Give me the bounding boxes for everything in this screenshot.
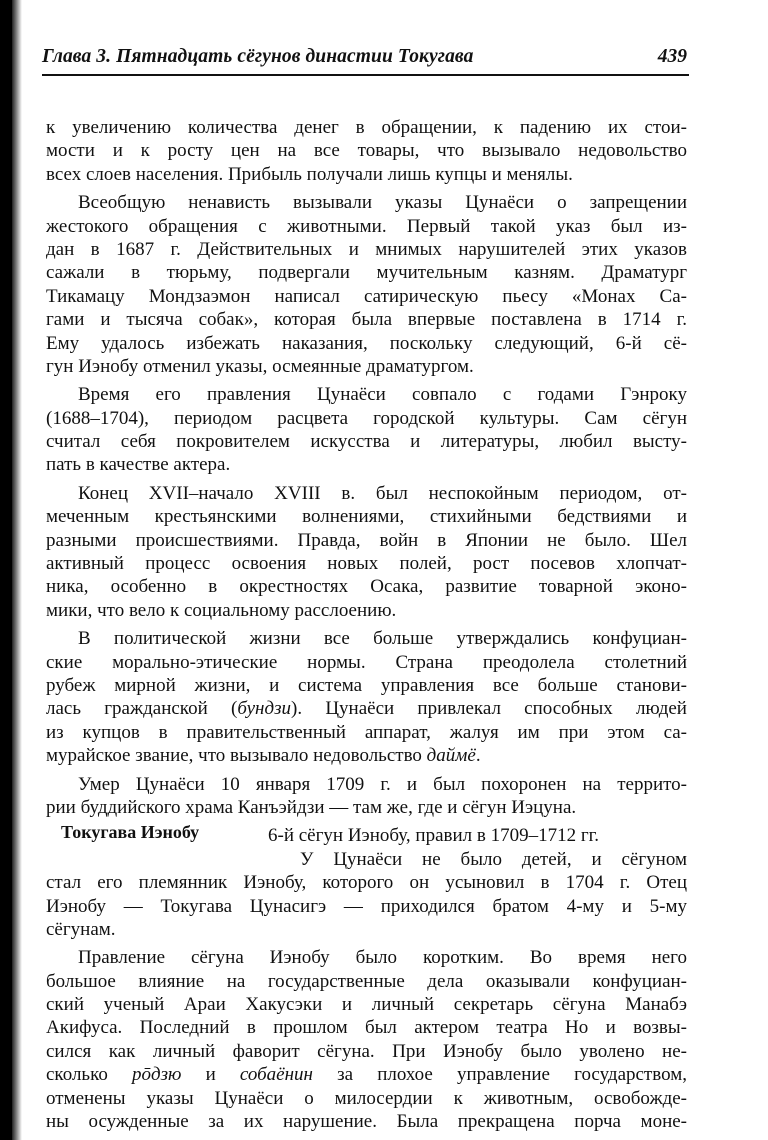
text-line: Время его правления Цунаёси совпало с годами Гэнроку: [78, 384, 687, 406]
italic-term-sobaenin: собаёнин: [239, 1064, 313, 1086]
text-line: стал его племянник Иэнобу, которого он усыновил в 1704 г. Отец: [46, 872, 687, 894]
text-line: Тикамацу Мондзаэмон написал сатирическую пьесу «Монах Са-: [46, 285, 687, 307]
text-line: [46, 744, 687, 767]
text-line: сился как личный фаворит сёгуна. При Иэнобу было уволено не-: [46, 1040, 687, 1062]
paragraph-5: [46, 627, 687, 767]
text-line: Акифуса. Последний в прошлом был актером театра Но и возвы-: [46, 1017, 687, 1039]
text-line: к увеличению количества денег в обращении, к падению их стои-: [46, 117, 687, 138]
text-line: Всеобщую ненависть вызывали указы Цунаёси о запрещении: [78, 192, 687, 214]
text-line: Конец XVII–начало XVIII в. был неспокойным периодом, от-: [78, 482, 687, 504]
paragraph-2: [46, 191, 687, 378]
text-line: из купцов в правительственный аппарат, жалуя им при этом са-: [46, 721, 687, 743]
text-line: сёгунам.: [46, 918, 116, 940]
text-line: [46, 697, 687, 720]
text-line: отменены указы Цунаёси о милосердии к животным, освобожде-: [46, 1087, 687, 1109]
italic-term-bundzi: бундзи: [237, 698, 292, 720]
text-fragment: сколько: [46, 1064, 133, 1086]
text-fragment: ). Цунаёси привлекал способных людей: [291, 698, 687, 720]
paragraph-6: [46, 773, 687, 820]
sidebar-heading: Токугава Иэнобу: [61, 822, 200, 842]
text-line: У Цунаёси не было детей, и сёгуном: [300, 848, 687, 870]
text-line: Ему удалось избежать наказания, поскольку следующий, 6-й сё-: [46, 332, 687, 354]
page-number: 439: [657, 46, 687, 67]
text-fragment: .: [475, 745, 481, 767]
text-line: ские морально-этические нормы. Страна преодолела столетний: [46, 651, 687, 673]
book-spine-gradient: [12, 0, 22, 1140]
text-line: рии буддийского храма Канъэйдзи — там же, где и сёгун Иэцуна.: [46, 796, 577, 818]
text-fragment: мурайское звание, что вызывало недовольство: [46, 745, 427, 767]
text-fragment: и: [181, 1064, 240, 1086]
text-line: гами и тысяча собак», которая была впервые поставлена в 1714 г.: [46, 309, 687, 331]
text-line: разными происшествиями. Правда, войн в Японии не было. Шел: [46, 529, 687, 551]
text-line: меченным крестьянскими волнениями, стихийными бедствиями и: [46, 506, 687, 528]
text-line: большое влияние на государственные дела оказывали конфуциан-: [46, 970, 687, 992]
text-line: В политической жизни все больше утверждались конфуциан-: [78, 628, 687, 650]
paragraph-7: [46, 824, 687, 941]
paragraph-3: [46, 383, 687, 477]
text-line: рубеж мирной жизни, и система управления все больше станови-: [46, 674, 687, 696]
italic-term-rodzyu: рōдзю: [132, 1064, 182, 1086]
text-line: считал себя покровителем искусства и литературы, любил высту-: [46, 431, 687, 453]
text-line: ский ученый Араи Хакусэки и личный секретарь сёгуна Манабэ: [46, 994, 687, 1016]
text-line: пать в качестве актера.: [46, 454, 231, 476]
paragraph-8: [46, 946, 687, 1133]
text-line: сажали в тюрьму, подвергали мучительным казням. Драматург: [46, 262, 687, 284]
text-fragment: лась гражданской (: [46, 698, 238, 720]
text-line: жестокого обращения с животными. Первый такой указ был из-: [46, 215, 687, 237]
paragraph-1: [46, 116, 687, 186]
text-line: ны осужденные за их нарушение. Была прекращена порча моне-: [46, 1111, 687, 1133]
text-line: активный процесс освоения новых полей, рост посевов хлопчат-: [46, 553, 687, 575]
text-line: дан в 1687 г. Действительных и мнимых нарушителей этих указов: [46, 238, 687, 260]
text-fragment: за плохое управление государством,: [312, 1064, 687, 1086]
text-line: [46, 1063, 687, 1086]
body-text: [46, 116, 687, 1133]
paragraph-4: [46, 482, 687, 622]
running-header: [42, 44, 689, 76]
text-line: гун Иэнобу отменил указы, осмеянные драматургом.: [46, 355, 474, 377]
italic-term-daime: даймё: [426, 745, 476, 767]
chapter-title: Глава 3. Пятнадцать сёгунов династии Токугава: [42, 46, 474, 67]
text-line: мики, что вело к социальному расслоению.: [46, 599, 397, 621]
text-line: мости и к росту цен на все товары, что вызывало недовольство: [46, 140, 687, 162]
text-line: ника, особенно в окрестностях Осака, развитие товарной эконо-: [46, 576, 687, 598]
text-line: Правление сёгуна Иэнобу было коротким. Во время него: [78, 947, 687, 969]
text-line: 6-й сёгун Иэнобу, правил в 1709–1712 гг.: [268, 825, 600, 847]
text-line: всех слоев населения. Прибыль получали лишь купцы и менялы.: [46, 163, 573, 185]
text-line: (1688–1704), периодом расцвета городской культуры. Сам сёгун: [46, 407, 687, 429]
text-line: Иэнобу — Токугава Цунасигэ — приходился братом 4-му и 5-му: [46, 895, 687, 917]
text-line: Умер Цунаёси 10 января 1709 г. и был похоронен на террито-: [78, 773, 687, 795]
